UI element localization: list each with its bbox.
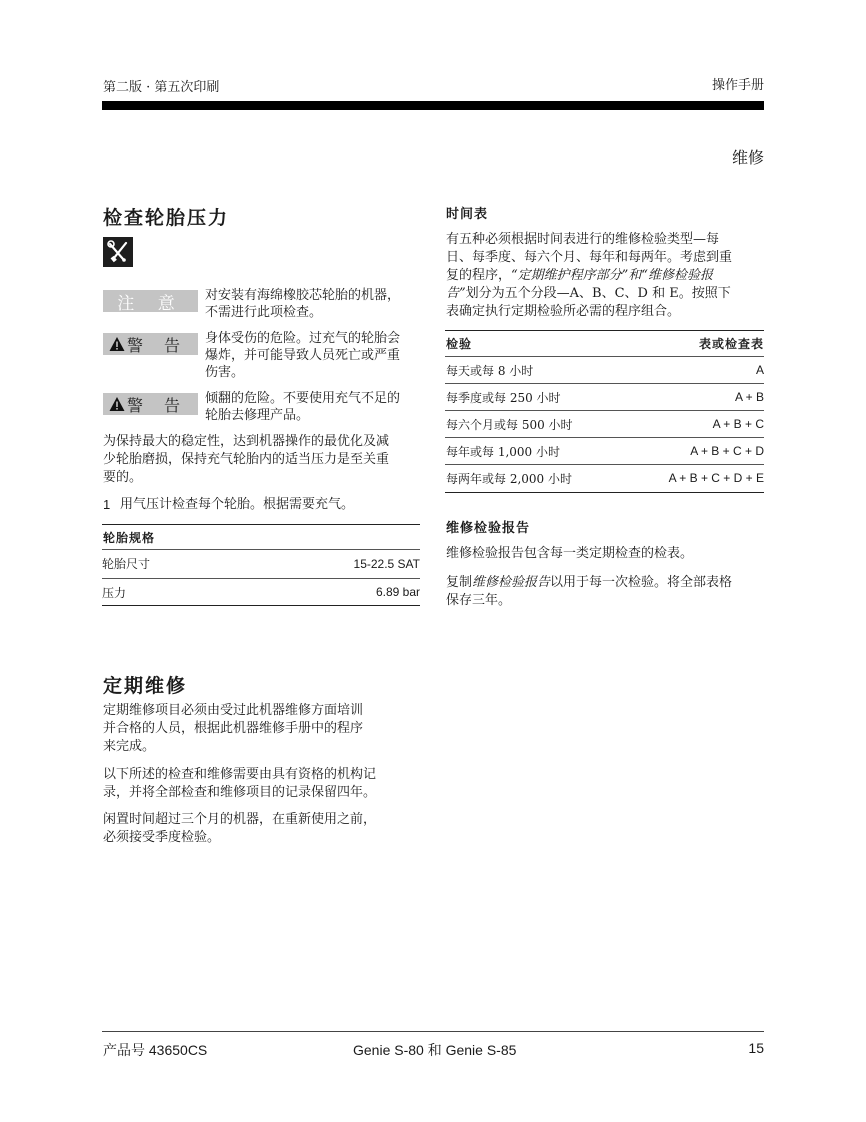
spec-size-label: 轮胎尺寸 bbox=[102, 557, 151, 571]
step-text: 用气压计检查每个轮胎。根据需要充气。 bbox=[120, 497, 355, 512]
tire-pressure-heading: 检查轮胎压力 bbox=[103, 207, 230, 229]
schedule-line4-italic: 告” bbox=[446, 286, 466, 301]
schedule-line1: 有五种必须根据时间表进行的维修检验类型—每 bbox=[446, 232, 720, 247]
warning-triangle-icon bbox=[109, 396, 125, 412]
report-p2-line2: 保存三年。 bbox=[446, 593, 512, 608]
scheduled-maintenance-heading: 定期维修 bbox=[103, 675, 188, 697]
interval-cell: 每六个月或每 500 小时 bbox=[446, 417, 573, 432]
warning-label-1: 警 告 bbox=[126, 335, 189, 355]
schedule-line5: 表确定执行定期检验所必需的程序组合。 bbox=[446, 304, 681, 319]
spec-pressure-value: 6.89 bar bbox=[375, 585, 420, 599]
inspection-report-heading: 维修检验报告 bbox=[446, 521, 531, 536]
caution-text-2: 不需进行此项检查。 bbox=[205, 305, 323, 320]
footer-part-number: 产品号 43650CS bbox=[103, 1042, 208, 1058]
table-row bbox=[446, 438, 764, 464]
footer-page-number: 15 bbox=[748, 1040, 764, 1056]
spec-size-value: 15-22.5 SAT bbox=[353, 556, 420, 571]
report-p2-italic: 维修检验报告 bbox=[472, 575, 551, 590]
header-manual-type: 操作手册 bbox=[711, 78, 764, 93]
caution-text-1: 对安装有海绵橡胶芯轮胎的机器， bbox=[205, 288, 401, 303]
spec-pressure-label: 压力 bbox=[102, 585, 127, 600]
schedule-line3-plain: 复的程序， bbox=[446, 268, 512, 283]
warning2-line2: 轮胎去修理产品。 bbox=[205, 408, 310, 423]
maint-p3-line1: 闲置时间超过三个月的机器，在重新使用之前， bbox=[103, 812, 377, 827]
warning2-line1: 倾翻的危险。不要使用充气不足的 bbox=[205, 391, 401, 406]
checklist-cell: A bbox=[755, 363, 764, 377]
warning1-line1: 身体受伤的危险。过充气的轮胎会 bbox=[205, 331, 401, 346]
schedule-line4 bbox=[446, 285, 731, 303]
checklist-cell: A + B + C + D bbox=[690, 444, 764, 458]
header-rule bbox=[102, 101, 764, 110]
warning-label-2: 警 告 bbox=[126, 395, 189, 415]
interval-cell: 每天或每 8 小时 bbox=[446, 363, 534, 378]
spec-table-title: 轮胎规格 bbox=[103, 531, 156, 545]
stability-line3: 要的。 bbox=[103, 470, 143, 485]
spec-table-top-rule bbox=[102, 524, 420, 525]
footer-model: Genie S-80 和 Genie S-85 bbox=[353, 1042, 517, 1058]
spec-table-bottom-rule bbox=[102, 605, 420, 606]
header-edition: 第二版 · 第五次印刷 bbox=[103, 80, 220, 95]
warning1-line3: 伤害。 bbox=[205, 365, 245, 380]
maint-p1-line1: 定期维修项目必须由受过此机器维修方面培训 bbox=[103, 703, 364, 718]
schedule-line3 bbox=[446, 267, 713, 285]
schedule-table-header bbox=[446, 331, 764, 355]
checklist-cell: A + B + C + D + E bbox=[668, 471, 764, 485]
tools-icon bbox=[103, 237, 133, 267]
schedule-line2: 日、每季度、每六个月、每年和每两年。考虑到重 bbox=[446, 250, 733, 265]
warning-triangle-icon bbox=[109, 336, 125, 352]
checklist-cell: A + B bbox=[734, 390, 764, 404]
maint-p1-line3: 来完成。 bbox=[103, 739, 156, 754]
maint-p2-line1: 以下所述的检查和维修需要由具有资格的机构记 bbox=[103, 767, 377, 782]
table-row bbox=[446, 411, 764, 437]
table-row bbox=[446, 465, 764, 491]
stability-line1: 为保持最大的稳定性，达到机器操作的最优化及减 bbox=[103, 434, 390, 449]
schedule-header-checklist: 表或检查表 bbox=[698, 336, 764, 351]
spec-row-size bbox=[102, 550, 420, 577]
schedule-heading: 时间表 bbox=[446, 207, 489, 222]
warning-badge-1 bbox=[103, 333, 198, 355]
section-title: 维修 bbox=[731, 148, 764, 167]
stability-line2: 少轮胎磨损，保持充气轮胎内的适当压力是至关重 bbox=[103, 452, 390, 467]
schedule-line3-italic: “定期维护程序部分”和“维修检验报 bbox=[511, 268, 713, 283]
table-row bbox=[446, 357, 764, 383]
checklist-cell: A + B + C bbox=[712, 417, 764, 431]
schedule-line4-plain: 划分为五个分段—A、B、C、D 和 E。按照下 bbox=[465, 286, 731, 301]
footer-rule bbox=[102, 1031, 764, 1032]
warning1-line2: 爆炸，并可能导致人员死亡或严重 bbox=[205, 348, 401, 363]
report-p2-plain-a: 复制 bbox=[446, 575, 473, 590]
warning-badge-2 bbox=[103, 393, 198, 415]
report-p1: 维修检验报告包含每一类定期检查的检表。 bbox=[446, 546, 694, 561]
spec-row-pressure bbox=[102, 579, 420, 605]
step-number: 1 bbox=[103, 497, 111, 512]
interval-cell: 每年或每 1,000 小时 bbox=[446, 444, 560, 459]
table-row bbox=[446, 384, 764, 410]
maint-p1-line2: 并合格的人员，根据此机器维修手册中的程序 bbox=[103, 721, 364, 736]
interval-cell: 每两年或每 2,000 小时 bbox=[446, 471, 572, 486]
maint-p3-line2: 必须接受季度检验。 bbox=[103, 830, 221, 845]
caution-label: 注 意 bbox=[117, 293, 184, 314]
caution-badge bbox=[103, 290, 198, 312]
report-p2-line1 bbox=[446, 574, 732, 592]
interval-cell: 每季度或每 250 小时 bbox=[446, 390, 561, 405]
maint-p2-line2: 录，并将全部检查和维修项目的记录保留四年。 bbox=[103, 785, 377, 800]
schedule-table-bottom-rule bbox=[445, 492, 764, 493]
schedule-header-inspection: 检验 bbox=[446, 336, 473, 351]
report-p2-plain-c: 以用于每一次检验。将全部表格 bbox=[550, 575, 733, 590]
